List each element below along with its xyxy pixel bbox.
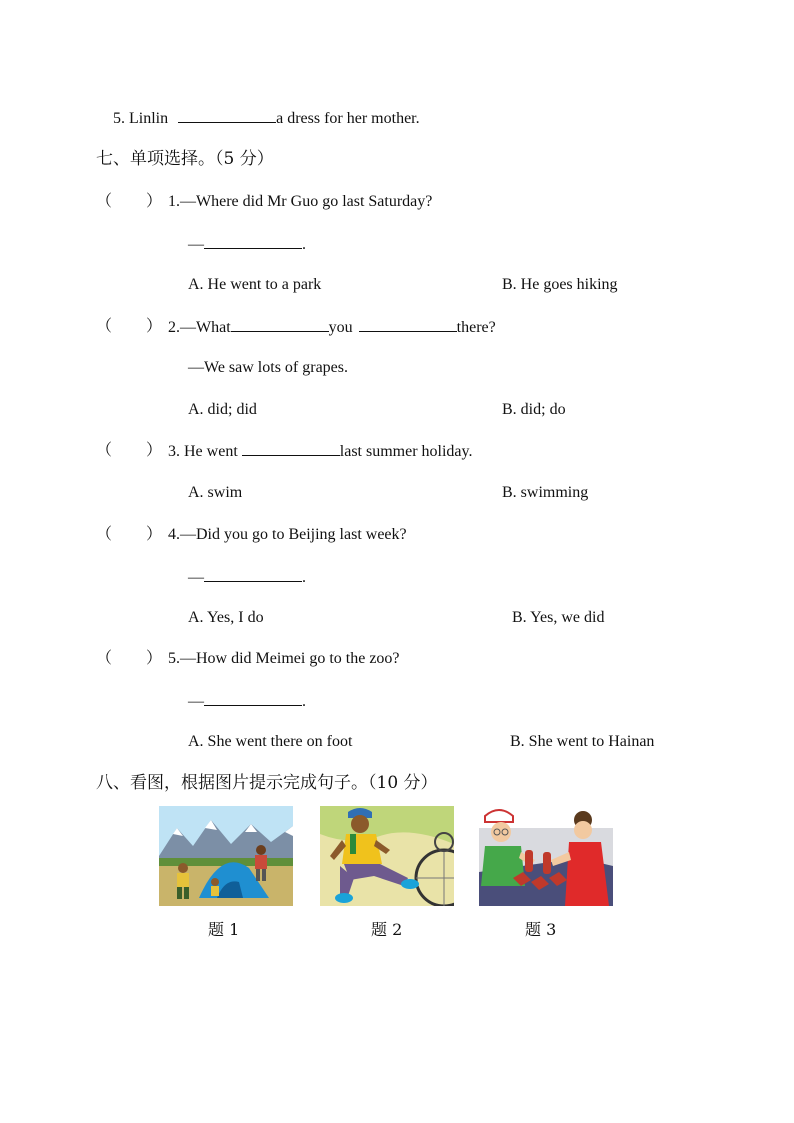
- question-5-reply: [188, 691, 306, 712]
- picture-2-caption: 题 2: [371, 920, 403, 939]
- answer-paren-open: （: [96, 318, 113, 335]
- answer-blank[interactable]: [242, 441, 340, 456]
- item-5-suffix: a dress for her mother.: [276, 110, 420, 127]
- answer-paren-open: （: [96, 650, 113, 667]
- question-2-stem: [168, 317, 496, 338]
- answer-paren-open: （: [96, 442, 113, 459]
- reply-period: .: [302, 569, 306, 586]
- answer-blank[interactable]: [359, 317, 457, 332]
- option-b: B. Yes, we did: [512, 609, 605, 626]
- question-number: 3.: [168, 443, 180, 460]
- picture-1-caption: 题 1: [208, 920, 240, 939]
- question-4-stem: [168, 525, 407, 545]
- section-8-title: 八、看图，根据图片提示完成句子。（10 分）: [96, 773, 438, 793]
- picture-1-camping: [159, 806, 293, 906]
- question-number: 5.: [168, 650, 180, 667]
- option-b: B. did; do: [502, 401, 566, 418]
- question-1-stem: [168, 192, 432, 212]
- option-b: B. He goes hiking: [502, 276, 618, 293]
- answer-blank[interactable]: [231, 317, 329, 332]
- question-text-part-3: there?: [456, 319, 496, 336]
- picture-2-fell-off-bike: [320, 806, 454, 906]
- reply-period: .: [302, 236, 306, 253]
- question-text: —Where did Mr Guo go last Saturday?: [180, 193, 433, 210]
- reply-dash: —: [188, 236, 204, 253]
- option-a: A. He went to a park: [188, 276, 322, 293]
- answer-paren-open: （: [96, 193, 113, 210]
- option-b: B. swimming: [502, 484, 589, 501]
- question-1-reply: [188, 234, 306, 255]
- answer-paren-open: （: [96, 526, 113, 543]
- question-4-reply: [188, 567, 306, 588]
- answer-paren-close: ）: [146, 193, 163, 210]
- answer-blank[interactable]: [204, 691, 302, 706]
- option-a: A. did; did: [188, 401, 257, 418]
- reply-dash: —: [188, 569, 204, 586]
- question-text: —How did Meimei go to the zoo?: [180, 650, 400, 667]
- question-number: 1.: [168, 193, 180, 210]
- section-7-title: 七、单项选择。（5 分）: [96, 149, 274, 169]
- question-text-part-1: —What: [180, 319, 231, 336]
- question-text-part-1: He went: [184, 443, 238, 460]
- question-5-stem: [168, 649, 400, 669]
- question-number: 4.: [168, 526, 180, 543]
- option-b: B. She went to Hainan: [510, 733, 655, 750]
- option-a: A. She went there on foot: [188, 733, 353, 750]
- reply-period: .: [302, 693, 306, 710]
- answer-paren-close: ）: [146, 442, 163, 459]
- answer-blank[interactable]: [204, 567, 302, 582]
- question-text: —Did you go to Beijing last week?: [180, 526, 407, 543]
- answer-blank[interactable]: [178, 108, 276, 123]
- fill-in-item-5: [113, 108, 420, 129]
- option-a: A. Yes, I do: [188, 609, 264, 626]
- reply-dash: —: [188, 693, 204, 710]
- option-a: A. swim: [188, 484, 243, 501]
- answer-paren-close: ）: [146, 650, 163, 667]
- answer-paren-close: ）: [146, 526, 163, 543]
- picture-3-caption: 题 3: [525, 920, 557, 939]
- question-3-stem: [168, 441, 472, 462]
- question-2-reply: —We saw lots of grapes.: [188, 359, 349, 376]
- question-text-part-2: you: [328, 319, 353, 336]
- question-number: 2.: [168, 319, 180, 336]
- item-5-prefix: 5. Linlin: [113, 110, 169, 127]
- question-text-part-2: last summer holiday.: [339, 443, 473, 460]
- answer-paren-close: ）: [146, 318, 163, 335]
- picture-3-shopping: [479, 806, 613, 906]
- answer-blank[interactable]: [204, 234, 302, 249]
